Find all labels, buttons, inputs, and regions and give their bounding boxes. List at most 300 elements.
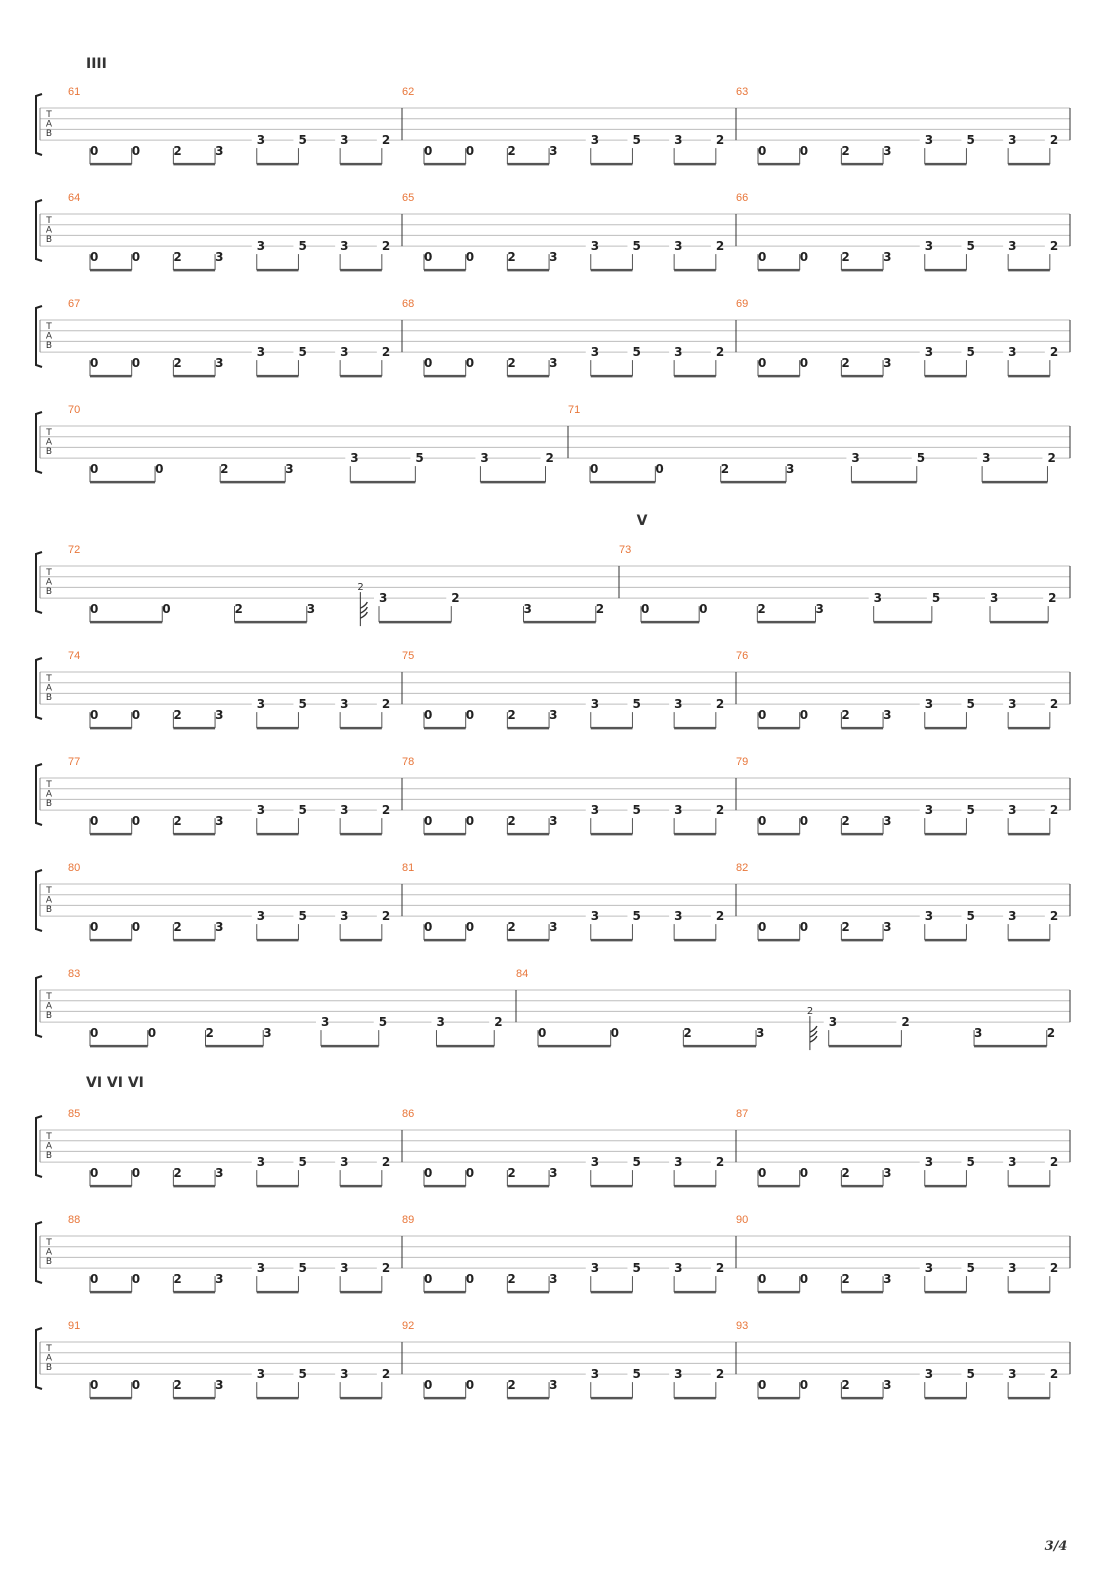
fret-number: 0 — [131, 813, 141, 828]
fret-number: 2 — [507, 919, 516, 934]
measure-number: 75 — [402, 650, 415, 662]
measure-number: 68 — [402, 298, 415, 310]
tab-clef-letter: B — [45, 1151, 53, 1161]
system-bracket — [36, 94, 42, 155]
fret-number: 2 — [1049, 345, 1059, 360]
measure — [736, 86, 1058, 164]
measure — [402, 1214, 724, 1292]
measure-number: 85 — [68, 1108, 81, 1120]
fret-number: 5 — [966, 1261, 975, 1276]
fret-number: 3 — [215, 1165, 224, 1180]
fret-number: 2 — [715, 133, 725, 148]
fret-number: 0 — [799, 813, 809, 828]
tab-clef-letter: T — [46, 886, 52, 896]
measure — [736, 756, 1058, 834]
tab-system — [36, 192, 1070, 270]
measure-number: 86 — [402, 1108, 415, 1120]
fret-number: 2 — [381, 697, 391, 712]
fret-number: 5 — [966, 1367, 975, 1382]
fret-number: 2 — [1049, 1367, 1059, 1382]
fret-number: 2 — [507, 707, 516, 722]
tab-clef-letter: B — [45, 447, 53, 457]
fret-number: 3 — [215, 919, 224, 934]
fret-number: 5 — [298, 239, 307, 254]
fret-number: 3 — [674, 1367, 683, 1382]
fret-number: 3 — [340, 345, 349, 360]
fret-number: 3 — [590, 803, 600, 818]
system-bracket — [36, 1222, 42, 1283]
fret-number: 0 — [131, 143, 141, 158]
fret-number: 0 — [131, 1271, 141, 1286]
fret-number: 3 — [215, 1377, 224, 1392]
fret-number: 0 — [90, 1025, 99, 1040]
fret-number: 0 — [799, 1271, 809, 1286]
fret-number: 2 — [757, 601, 766, 616]
fret-number: 2 — [494, 1015, 503, 1030]
fret-number: 0 — [590, 461, 599, 476]
tab-clef-letter: T — [46, 568, 52, 578]
fret-number: 3 — [924, 1261, 934, 1276]
fret-number: 5 — [632, 133, 641, 148]
fret-number: 5 — [298, 133, 307, 148]
fret-number: 2 — [381, 1261, 391, 1276]
measure — [516, 968, 1055, 1050]
fret-number: 2 — [683, 1025, 692, 1040]
measure — [402, 86, 724, 164]
measure — [68, 192, 390, 270]
measure — [402, 650, 724, 728]
fret-number: 2 — [1049, 1261, 1059, 1276]
fret-number: 3 — [256, 239, 266, 254]
fret-number: 2 — [841, 1271, 850, 1286]
measure — [68, 862, 390, 940]
fret-number: 2 — [381, 345, 391, 360]
measure-number: 64 — [68, 192, 81, 204]
fret-number: 3 — [436, 1015, 445, 1030]
system-bracket — [36, 764, 42, 825]
fret-number: 2 — [715, 345, 725, 360]
fret-number: 3 — [828, 1015, 838, 1030]
fret-number: 3 — [340, 1261, 349, 1276]
fret-number: 0 — [90, 355, 99, 370]
fret-number: 3 — [883, 1377, 892, 1392]
fret-number: 3 — [549, 1271, 558, 1286]
measure — [736, 862, 1058, 940]
tab-clef-letter: T — [46, 322, 52, 332]
measure — [402, 862, 724, 940]
fret-number: 3 — [924, 909, 934, 924]
fret-number: 0 — [424, 1271, 433, 1286]
grace-flag — [360, 602, 367, 608]
fret-number: 2 — [1046, 1025, 1056, 1040]
tab-clef-letter: B — [45, 587, 53, 597]
fret-number: 3 — [256, 1261, 266, 1276]
fret-number: 2 — [715, 803, 725, 818]
fret-number: 3 — [1008, 1367, 1017, 1382]
fret-number: 3 — [549, 249, 558, 264]
fret-number: 3 — [1008, 239, 1017, 254]
fret-number: 2 — [715, 1155, 725, 1170]
fret-number: 0 — [465, 919, 475, 934]
measure-number: 81 — [402, 862, 415, 874]
fret-number: 3 — [924, 239, 934, 254]
fret-number: 0 — [131, 249, 141, 264]
fret-number: 3 — [924, 803, 934, 818]
fret-number: 2 — [1049, 239, 1059, 254]
fret-number: 3 — [1008, 345, 1017, 360]
fret-number: 3 — [523, 601, 532, 616]
fret-number: 2 — [841, 249, 850, 264]
fret-number: 0 — [90, 813, 99, 828]
fret-number: 2 — [1047, 451, 1056, 466]
fret-number: 3 — [549, 1377, 558, 1392]
measure — [68, 756, 390, 834]
fret-number: 2 — [507, 1271, 516, 1286]
tab-clef-letter: B — [45, 1011, 53, 1021]
fret-number: 0 — [424, 919, 433, 934]
fret-number: 3 — [883, 919, 892, 934]
fret-number: 3 — [883, 143, 892, 158]
fret-number: 3 — [549, 355, 558, 370]
fret-number: 0 — [465, 707, 475, 722]
fret-number: 0 — [131, 919, 141, 934]
fret-number: 3 — [256, 1367, 266, 1382]
fret-number: 3 — [924, 345, 934, 360]
fret-number: 3 — [340, 133, 349, 148]
fret-number: 0 — [424, 143, 433, 158]
measure — [68, 1320, 390, 1398]
fret-number: 2 — [507, 813, 516, 828]
fret-number: 5 — [632, 1261, 641, 1276]
fret-number: 0 — [699, 601, 708, 616]
measure-number: 76 — [736, 650, 749, 662]
measure — [736, 1214, 1058, 1292]
measure — [402, 298, 724, 376]
fret-number: 5 — [966, 697, 975, 712]
fret-number: 0 — [655, 461, 664, 476]
tab-clef-letter: T — [46, 780, 52, 790]
fret-number: 3 — [215, 813, 224, 828]
fret-number: 5 — [966, 1155, 975, 1170]
fret-number: 0 — [424, 707, 433, 722]
fret-number: 2 — [715, 697, 725, 712]
measure-number: 82 — [736, 862, 749, 874]
fret-number: 2 — [841, 355, 850, 370]
measure-number: 74 — [68, 650, 81, 662]
fret-number: 5 — [298, 1367, 307, 1382]
fret-number: 3 — [883, 813, 892, 828]
fret-number: 0 — [131, 1377, 141, 1392]
fret-number: 0 — [758, 143, 767, 158]
fret-number: 0 — [799, 1377, 809, 1392]
fret-number: 3 — [674, 803, 683, 818]
fret-number: 3 — [674, 239, 683, 254]
fret-number: 0 — [90, 249, 99, 264]
tab-clef-letter: T — [46, 428, 52, 438]
measure-number: 65 — [402, 192, 415, 204]
fret-number: 3 — [674, 133, 683, 148]
fret-number: 3 — [285, 461, 294, 476]
tab-clef-letter: A — [45, 1247, 53, 1258]
measure-number: 67 — [68, 298, 81, 310]
measure-number: 80 — [68, 862, 81, 874]
fret-number: 3 — [350, 451, 359, 466]
fret-number: 2 — [173, 1165, 182, 1180]
measure-number: 72 — [68, 544, 81, 556]
measure — [736, 1108, 1058, 1186]
fret-number: 2 — [381, 909, 391, 924]
fret-number: 2 — [1049, 909, 1059, 924]
tab-clef-letter: T — [46, 110, 52, 120]
fret-number: 0 — [131, 707, 141, 722]
fret-number: 0 — [465, 813, 475, 828]
system-bracket — [36, 200, 42, 261]
fret-number: 3 — [379, 591, 388, 606]
fret-number: 3 — [1008, 697, 1017, 712]
fret-number: 0 — [424, 1377, 433, 1392]
fret-number: 0 — [90, 601, 99, 616]
fret-number: 2 — [841, 707, 850, 722]
fret-number: 2 — [205, 1025, 214, 1040]
tab-clef-letter: B — [45, 235, 53, 245]
fret-number: 2 — [1049, 803, 1059, 818]
fret-number: 2 — [595, 601, 605, 616]
tab-system — [36, 1214, 1070, 1292]
fret-number: 0 — [465, 143, 475, 158]
fret-number: 5 — [966, 133, 975, 148]
fret-number: 0 — [758, 919, 767, 934]
fret-number: 2 — [715, 909, 725, 924]
measure — [68, 544, 604, 626]
fret-number: 3 — [815, 601, 824, 616]
fret-number: 0 — [147, 1025, 157, 1040]
fret-number: 0 — [424, 355, 433, 370]
fret-number: 2 — [451, 591, 460, 606]
measure — [619, 544, 1057, 622]
fret-number: 5 — [378, 1015, 388, 1030]
fret-number: 0 — [799, 355, 809, 370]
fret-number: 2 — [381, 133, 391, 148]
section-label: IIII — [86, 56, 107, 72]
fret-number: 0 — [465, 249, 475, 264]
system-bracket — [36, 1328, 42, 1389]
fret-number: 2 — [234, 601, 243, 616]
fret-number: 3 — [256, 803, 266, 818]
system-bracket — [36, 412, 42, 473]
fret-number: 3 — [256, 909, 266, 924]
fret-number: 2 — [507, 249, 516, 264]
fret-number: 3 — [340, 1367, 349, 1382]
tab-clef-letter: A — [45, 1353, 53, 1364]
fret-number: 2 — [715, 1261, 725, 1276]
fret-number: 3 — [256, 1155, 266, 1170]
fret-number: 2 — [715, 1367, 725, 1382]
tab-clef-letter: T — [46, 1344, 52, 1354]
tab-clef-letter: A — [45, 683, 53, 694]
measure-number: 87 — [736, 1108, 749, 1120]
fret-number: 3 — [590, 697, 600, 712]
fret-number: 2 — [841, 1165, 850, 1180]
fret-number: 3 — [256, 697, 266, 712]
tab-clef-letter: A — [45, 895, 53, 906]
fret-number: 3 — [590, 1261, 600, 1276]
page-number: 3/4 — [1044, 1539, 1068, 1554]
fret-number: 5 — [966, 239, 975, 254]
fret-number: 3 — [883, 249, 892, 264]
fret-number: 2 — [381, 239, 391, 254]
fret-number: 3 — [340, 803, 349, 818]
fret-number: 3 — [883, 355, 892, 370]
fret-number: 5 — [916, 451, 926, 466]
measure-number: 77 — [68, 756, 81, 768]
fret-number: 0 — [465, 1377, 475, 1392]
fret-number: 3 — [256, 345, 266, 360]
fret-number: 2 — [841, 919, 850, 934]
tab-system — [36, 862, 1070, 940]
fret-number: 2 — [173, 1377, 182, 1392]
fret-number: 3 — [340, 1155, 349, 1170]
fret-number: 3 — [480, 451, 489, 466]
fret-number: 0 — [758, 249, 767, 264]
fret-number: 3 — [549, 919, 558, 934]
fret-number: 5 — [298, 1261, 307, 1276]
fret-number: 3 — [263, 1025, 272, 1040]
fret-number: 3 — [590, 909, 600, 924]
tab-system — [36, 1320, 1070, 1398]
measure — [68, 650, 390, 728]
fret-number: 3 — [1008, 133, 1017, 148]
measure — [736, 650, 1058, 728]
measure — [68, 968, 503, 1046]
measure — [736, 1320, 1058, 1398]
fret-number: 3 — [1008, 1261, 1017, 1276]
system-bracket — [36, 552, 42, 613]
tab-clef-letter: B — [45, 341, 53, 351]
measure-number: 61 — [68, 86, 81, 98]
fret-number: 2 — [173, 249, 182, 264]
fret-number: 5 — [298, 1155, 307, 1170]
fret-number: 5 — [632, 1155, 641, 1170]
fret-number: 2 — [1049, 133, 1059, 148]
fret-number: 0 — [90, 1271, 99, 1286]
fret-number: 0 — [424, 813, 433, 828]
tab-system — [36, 544, 1070, 626]
fret-number: 2 — [1049, 1155, 1059, 1170]
section-label: V — [636, 513, 648, 529]
fret-number: 2 — [173, 355, 182, 370]
tab-clef-letter: B — [45, 905, 53, 915]
fret-number: 0 — [799, 919, 809, 934]
fret-number: 3 — [215, 1271, 224, 1286]
fret-number: 3 — [590, 1155, 600, 1170]
measure-number: 71 — [568, 404, 581, 416]
fret-number: 3 — [924, 697, 934, 712]
fret-number: 3 — [306, 601, 316, 616]
tab-clef-letter: T — [46, 216, 52, 226]
measure — [402, 192, 724, 270]
fret-number: 3 — [590, 239, 600, 254]
measure — [68, 404, 554, 482]
fret-number: 0 — [424, 249, 433, 264]
fret-number: 0 — [90, 461, 99, 476]
fret-number: 3 — [924, 1367, 934, 1382]
fret-number: 2 — [841, 143, 850, 158]
fret-number: 2 — [173, 143, 182, 158]
fret-number: 3 — [674, 697, 683, 712]
tab-system — [36, 298, 1070, 376]
tab-clef-letter: B — [45, 1257, 53, 1267]
fret-number: 5 — [966, 803, 975, 818]
fret-number: 0 — [799, 707, 809, 722]
fret-number: 2 — [507, 143, 516, 158]
fret-number: 3 — [215, 249, 224, 264]
fret-number: 3 — [982, 451, 991, 466]
tab-clef-letter: B — [45, 799, 53, 809]
fret-number: 3 — [786, 461, 795, 476]
fret-number: 0 — [465, 1165, 475, 1180]
tab-clef-letter: B — [45, 693, 53, 703]
fret-number: 5 — [632, 697, 641, 712]
fret-number: 2 — [1049, 697, 1059, 712]
fret-number: 5 — [632, 909, 641, 924]
system-bracket — [36, 870, 42, 931]
tab-system — [36, 756, 1070, 834]
fret-number: 3 — [340, 909, 349, 924]
fret-number: 3 — [674, 1155, 683, 1170]
fret-number: 3 — [215, 707, 224, 722]
fret-number: 0 — [641, 601, 650, 616]
fret-number: 0 — [465, 1271, 475, 1286]
tab-system — [36, 650, 1070, 728]
fret-number: 5 — [632, 1367, 641, 1382]
fret-number: 3 — [549, 813, 558, 828]
tab-clef-letter: A — [45, 225, 53, 236]
fret-number: 3 — [320, 1015, 330, 1030]
fret-number: 3 — [924, 133, 934, 148]
measure — [68, 1108, 390, 1186]
measure-number: 79 — [736, 756, 749, 768]
fret-number: 3 — [590, 345, 600, 360]
fret-number: 5 — [415, 451, 424, 466]
tab-system — [36, 404, 1070, 482]
tab-system — [36, 1108, 1070, 1186]
grace-note-fret: 2 — [806, 1006, 814, 1018]
fret-number: 3 — [883, 1271, 892, 1286]
fret-number: 2 — [173, 707, 182, 722]
fret-number: 0 — [465, 355, 475, 370]
fret-number: 0 — [90, 919, 99, 934]
fret-number: 3 — [851, 451, 860, 466]
system-bracket — [36, 1116, 42, 1177]
measure-number: 83 — [68, 968, 81, 980]
fret-number: 0 — [758, 1165, 767, 1180]
measure-number: 92 — [402, 1320, 415, 1332]
measure-number: 78 — [402, 756, 415, 768]
fret-number: 3 — [674, 345, 683, 360]
fret-number: 2 — [381, 803, 391, 818]
tab-clef-letter: T — [46, 992, 52, 1002]
measure-number: 90 — [736, 1214, 749, 1226]
fret-number: 0 — [90, 707, 99, 722]
fret-number: 3 — [924, 1155, 934, 1170]
fret-number: 3 — [674, 909, 683, 924]
fret-number: 0 — [799, 249, 809, 264]
fret-number: 3 — [756, 1025, 765, 1040]
fret-number: 0 — [758, 1377, 767, 1392]
system-bracket — [36, 976, 42, 1037]
measure — [402, 1108, 724, 1186]
fret-number: 5 — [298, 803, 307, 818]
